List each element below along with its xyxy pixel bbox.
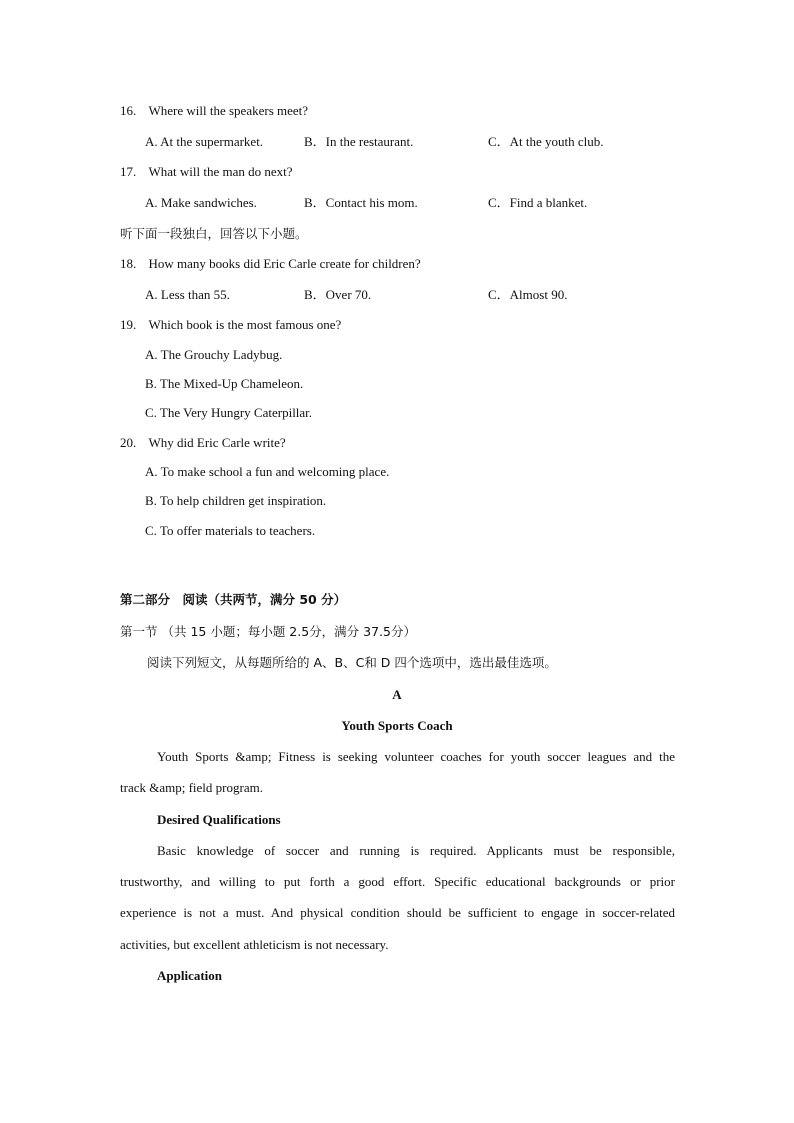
q18-option-a: A. Less than 55.	[145, 287, 230, 302]
passage-title: Youth Sports Coach	[341, 718, 453, 733]
q20-option-c: C. To offer materials to teachers.	[145, 523, 316, 538]
question-19-text: Which book is the most famous one?	[148, 317, 342, 332]
q20-option-b: B. To help children get inspiration.	[145, 493, 327, 508]
question-17-number: 17.	[120, 164, 137, 179]
question-17	[120, 164, 293, 180]
q17-option-c: C．Find a blanket.	[488, 195, 588, 210]
q19-option-a: A. The Grouchy Ladybug.	[145, 347, 283, 362]
question-18-text: How many books did Eric Carle create for children?	[148, 256, 421, 271]
question-20-text: Why did Eric Carle write?	[148, 435, 286, 450]
monologue-instruction: 听下面一段独白，回答以下小题。	[120, 226, 308, 241]
reading-part-title: 第二部分 阅读（共两节，满分 50 分）	[120, 592, 347, 607]
qualifications-heading: Desired Qualifications	[157, 812, 281, 827]
application-heading: Application	[157, 968, 223, 983]
question-16	[120, 103, 308, 119]
question-16-text: Where will the speakers meet?	[148, 103, 309, 118]
q16-option-b: B．In the restaurant.	[304, 134, 414, 149]
q19-option-b: B. The Mixed-Up Chameleon.	[145, 376, 304, 391]
q18-option-b: B．Over 70.	[304, 287, 372, 302]
qualifications-line-4: activities, but excellent athleticism is not necessary.	[120, 937, 389, 952]
q16-option-a: A. At the supermarket.	[145, 134, 264, 149]
intro-line-2: track &amp; field program.	[120, 780, 263, 795]
intro-line-1: Youth Sports &amp; Fitness is seeking volunteer coaches for youth soccer leagues and the	[157, 749, 675, 764]
reading-instruction: 阅读下列短文，从每题所给的 A、B、C和 D 四个选项中，选出最佳选项。	[147, 655, 557, 670]
question-17-text: What will the man do next?	[148, 164, 293, 179]
question-18	[120, 256, 421, 272]
question-16-number: 16.	[120, 103, 137, 118]
question-18-number: 18.	[120, 256, 137, 271]
qualifications-line-1: Basic knowledge of soccer and running is required. Applicants must be responsible,	[157, 843, 675, 858]
q16-option-c: C．At the youth club.	[488, 134, 604, 149]
passage-letter: A	[392, 687, 402, 702]
question-19-number: 19.	[120, 317, 137, 332]
question-20	[120, 435, 286, 451]
q17-option-b: B．Contact his mom.	[304, 195, 418, 210]
q17-option-a: A. Make sandwiches.	[145, 195, 257, 210]
question-19	[120, 317, 341, 333]
qualifications-line-2: trustworthy, and willing to put forth a good effort. Specific educational backgrounds or prior	[120, 874, 675, 889]
q18-option-c: C．Almost 90.	[488, 287, 568, 302]
qualifications-line-3: experience is not a must. And physical condition should be sufficient to engage in soccer-related	[120, 905, 675, 920]
reading-section-title: 第一节 （共 15 小题；每小题 2.5分，满分 37.5分）	[120, 624, 416, 639]
q19-option-c: C. The Very Hungry Caterpillar.	[145, 405, 313, 420]
q20-option-a: A. To make school a fun and welcoming place.	[145, 464, 390, 479]
question-20-number: 20.	[120, 435, 137, 450]
